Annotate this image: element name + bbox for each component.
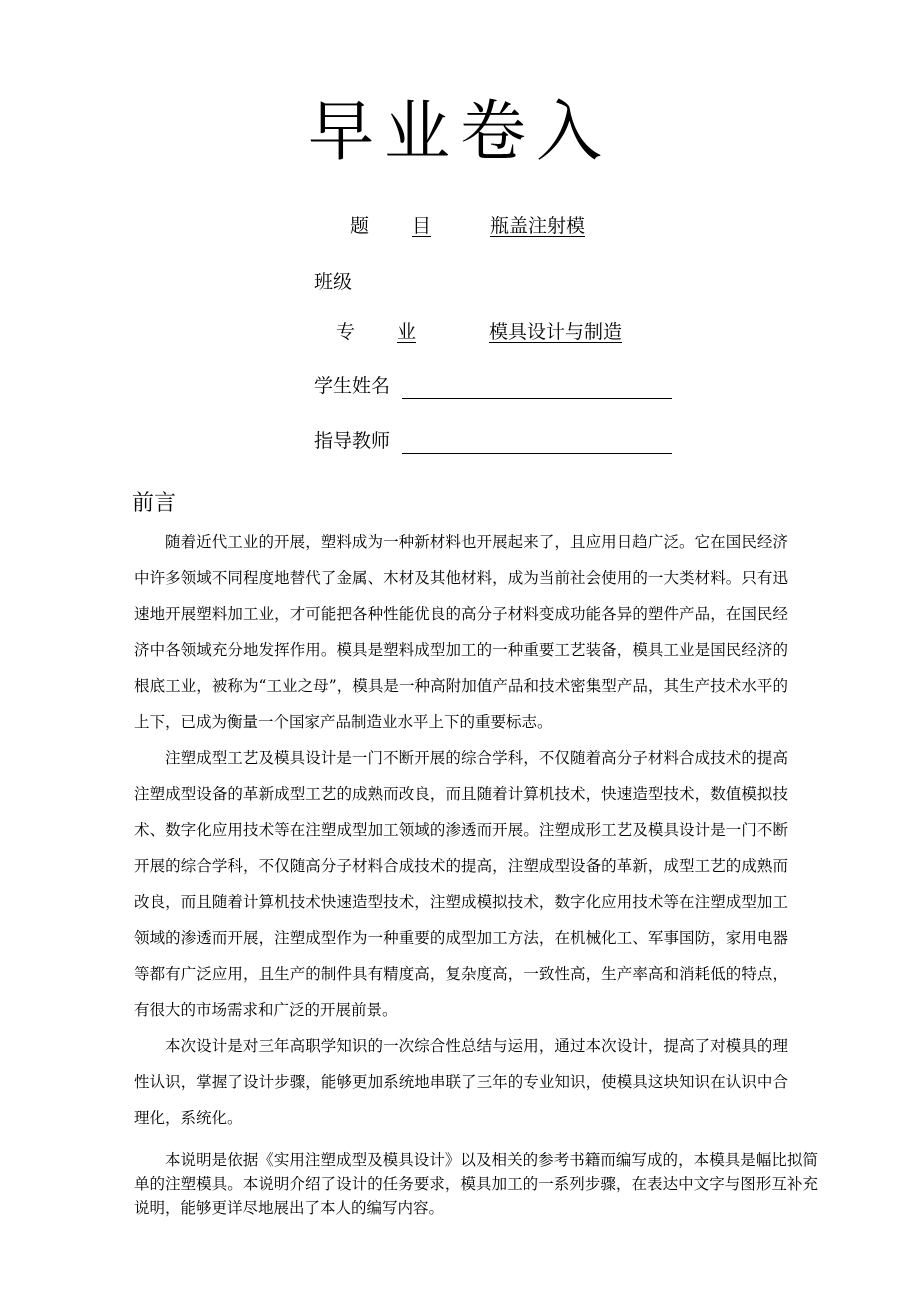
topic-value: 瓶盖注射模 [490, 216, 586, 237]
major-label-a: 专 [336, 322, 356, 343]
major-value-field [397, 320, 622, 346]
class-field [314, 270, 352, 296]
preface-paragraph-1: 随着近代工业的开展，塑料成为一种新材料也开展起来了，且应用日趋广泛。它在国民经济中许多领域不同程度地替代了金属、木材及其他材料，成为当前社会使用的一大类材料。只有迅速地开展塑料加工业，才可能把各种性能优良的高分子材料变成功能各异的塑件产品，在国民经济中各领域充分地发挥作用。模具是塑料成型加工的一种重要工艺装备，模具工业是国民经济的根底工业，被称为“工业之母”，模具是一种高附加值产品和技术密集型产品，其生产技术水平的上下，已成为衡量一个国家产品制造业水平上下的重要标志。 [134, 533, 788, 731]
preface-paragraph-4: 本说明是依据《实用注塑成型及模具设计》以及相关的参考书籍而编写成的，本模具是幅比拟简单的注塑模具。本说明介绍了设计的任务要求，模具加工的一系列步骤，在表达中文字与图形互补充说明，能够更详尽地展出了本人的编写内容。 [134, 1151, 818, 1217]
topic-label-a: 题 [350, 216, 370, 237]
preface-paragraph-2: 注塑成型工艺及模具设计是一门不断开展的综合学科，不仅随着高分子材料合成技术的提高注塑成型设备的革新成型工艺的成熟而改良，而且随着计算机技术，快速造型技术，数值模拟技术、数字化应用技术等在注塑成型加工领域的渗透而开展。注塑成形工艺及模具设计是一门不断开展的综合学科，不仅随高分子材料合成技术的提高，注塑成型设备的革新，成型工艺的成熟而改良，而且随着计算机技术快速造型技术，注塑成模拟技术，数字化应用技术等在注塑成型加工领域的渗透而开展，注塑成型作为一种重要的成型加工方法，在机械化工、军事国防，家用电器等都有广泛应用，且生产的制件具有精度高，复杂度高，一致性高，生产率高和消耗低的特点，有很大的市场需求和广泛的开展前景。 [134, 749, 788, 1019]
student-name-field [314, 374, 390, 400]
preface-paragraph-3: 本次设计是对三年高职学知识的一次综合性总结与运用，通过本次设计，提高了对模具的理性认识，掌握了设计步骤，能够更加系统地串联了三年的专业知识，使模具这块知识在认识中合理化，系统化。 [134, 1037, 788, 1127]
teacher-blank [402, 433, 672, 454]
student-name-label: 学生姓名 [314, 376, 391, 397]
preface-heading: 前言 [132, 490, 177, 515]
student-name-blank [402, 378, 672, 399]
class-label: 班级 [314, 272, 353, 293]
topic-field [350, 214, 369, 240]
teacher-label: 指导教师 [314, 431, 391, 452]
major-field [336, 320, 355, 346]
teacher-field [314, 429, 390, 455]
document-title: 早业卷入 [308, 93, 612, 170]
topic-value-field [412, 214, 585, 240]
major-label-b: 业 [397, 322, 417, 343]
topic-label-b: 目 [412, 216, 432, 237]
major-value: 模具设计与制造 [489, 322, 623, 343]
